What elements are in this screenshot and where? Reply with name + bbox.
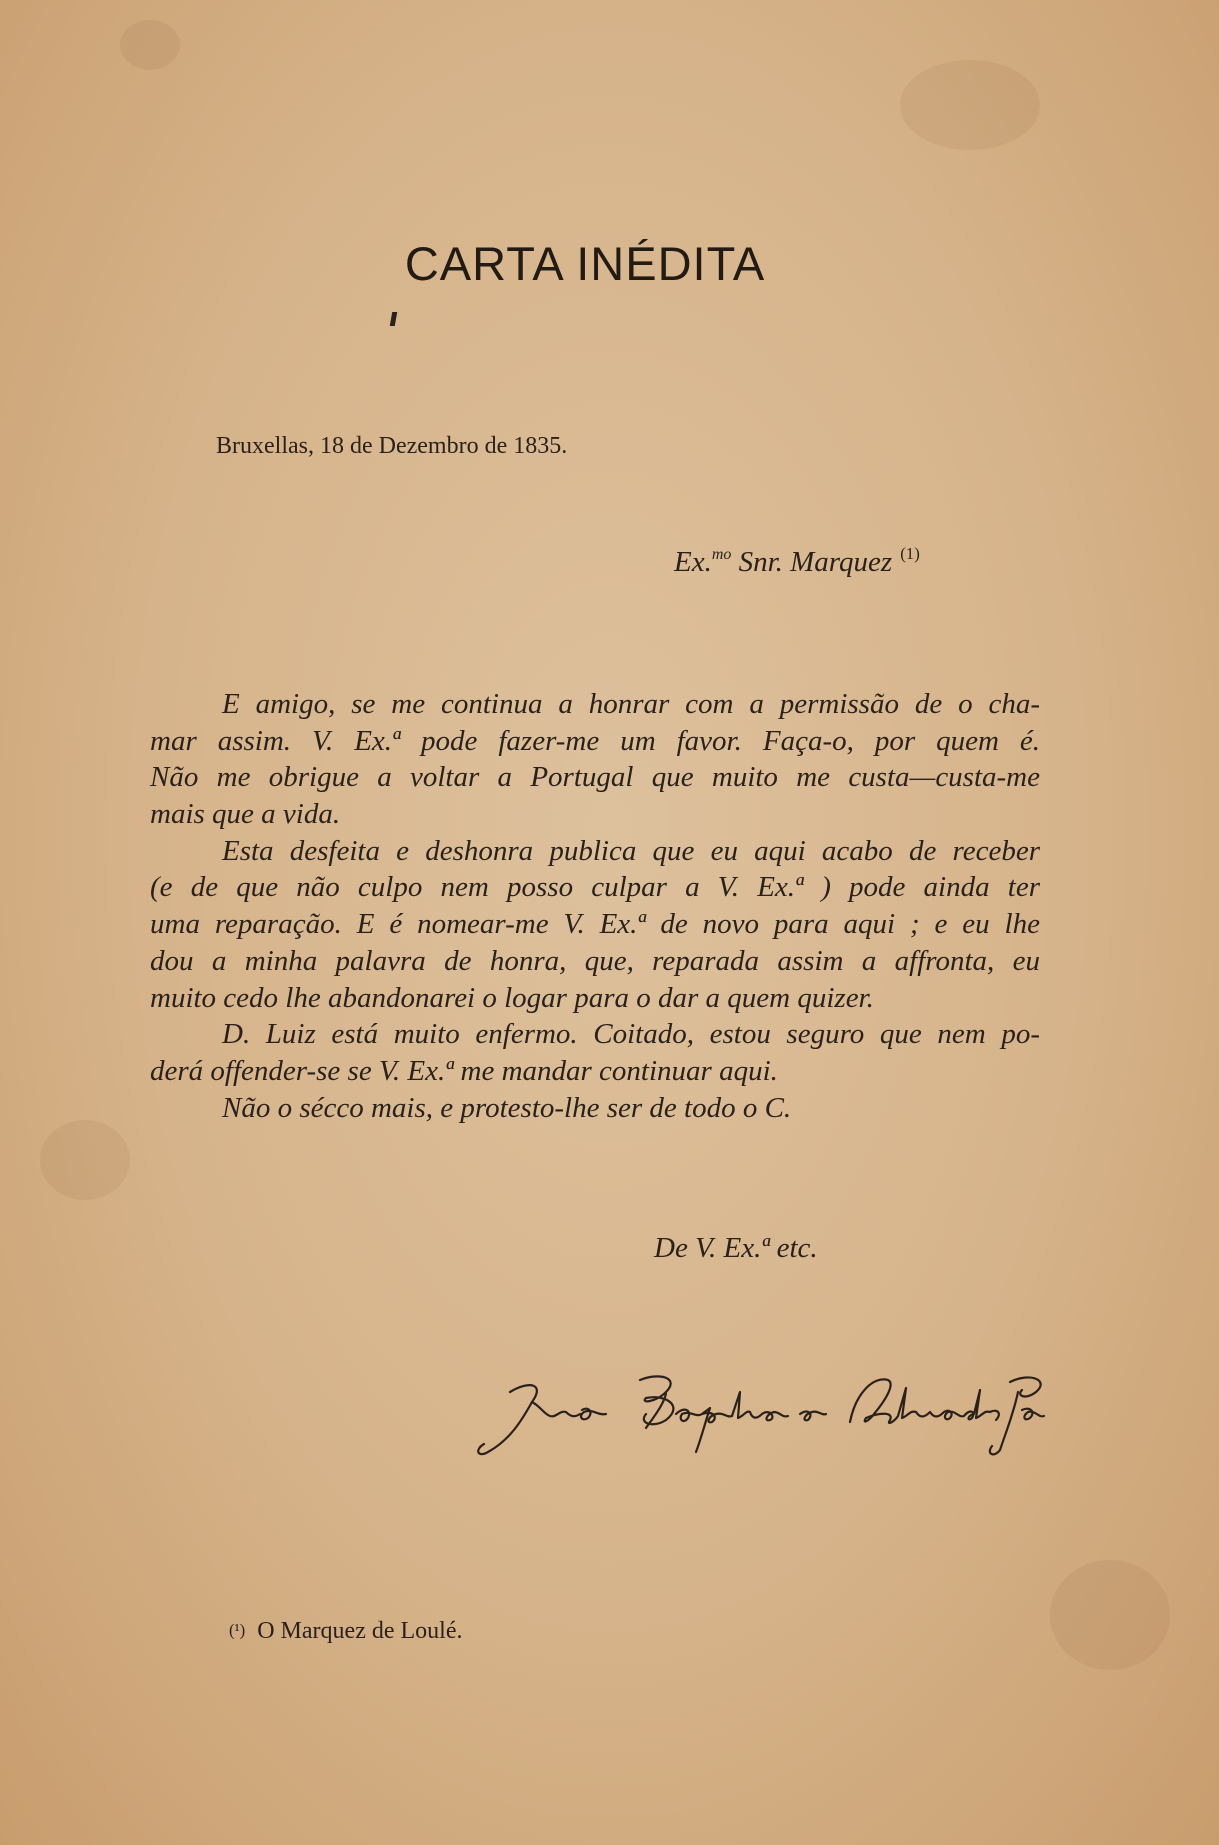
- body-line: (e de que não culpo nem posso culpar a V. Ex.ª ) pode ainda ter: [150, 871, 1040, 904]
- page-title: CARTA INÉDITA: [404, 237, 766, 290]
- letter-body: [150, 686, 1040, 1126]
- dateline: Bruxellas, 18 de Dezembro de 1835.: [216, 433, 568, 459]
- handwritten-signature: [470, 1362, 1050, 1462]
- body-line: Esta desfeita e deshonra publica que eu aqui acabo de receber: [222, 834, 1040, 867]
- body-line: uma reparação. E é nomear-me V. Ex.ª de novo para aqui ; e eu lhe: [150, 908, 1040, 941]
- footnote-text: O Marquez de Loulé.: [257, 1618, 463, 1644]
- body-line: D. Luiz está muito enfermo. Coitado, estou seguro que nem po-: [222, 1018, 1040, 1051]
- paper-stain: [1050, 1560, 1170, 1670]
- body-line: Não o sécco mais, e protesto-lhe ser de todo o C.: [222, 1091, 792, 1124]
- paper-stain: [120, 20, 180, 70]
- salutation-rest: Snr. Marquez: [731, 545, 893, 578]
- closing: De V. Ex.ª etc.: [654, 1232, 818, 1264]
- paper-stain: [40, 1120, 130, 1200]
- body-line: E amigo, se me continua a honrar com a permissão de o cha-: [222, 688, 1040, 720]
- body-line: dou a minha palavra de honra, que, reparada assim a affronta, eu: [150, 944, 1040, 977]
- ink-mark: [390, 312, 397, 326]
- salutation-superscript: mo: [711, 545, 732, 563]
- body-line: derá offender-se se V. Ex.ª me mandar continuar aqui.: [150, 1054, 778, 1087]
- body-line: mar assim. V. Ex.ª pode fazer-me um favor. Faça-o, por quem é.: [150, 724, 1040, 757]
- body-line: muito cedo lhe abandonarei o logar para o dar a quem quizer.: [150, 981, 874, 1014]
- footnote: [229, 1618, 462, 1645]
- salutation-text: Ex.: [674, 545, 712, 578]
- body-line: mais que a vida.: [150, 798, 341, 831]
- paper-stain: [900, 60, 1040, 150]
- footnote-reference: (1): [900, 544, 920, 563]
- salutation: [674, 544, 920, 579]
- body-line: Não me obrigue a voltar a Portugal que muito me custa—custa-me: [150, 761, 1040, 794]
- footnote-marker: (¹): [229, 1620, 246, 1640]
